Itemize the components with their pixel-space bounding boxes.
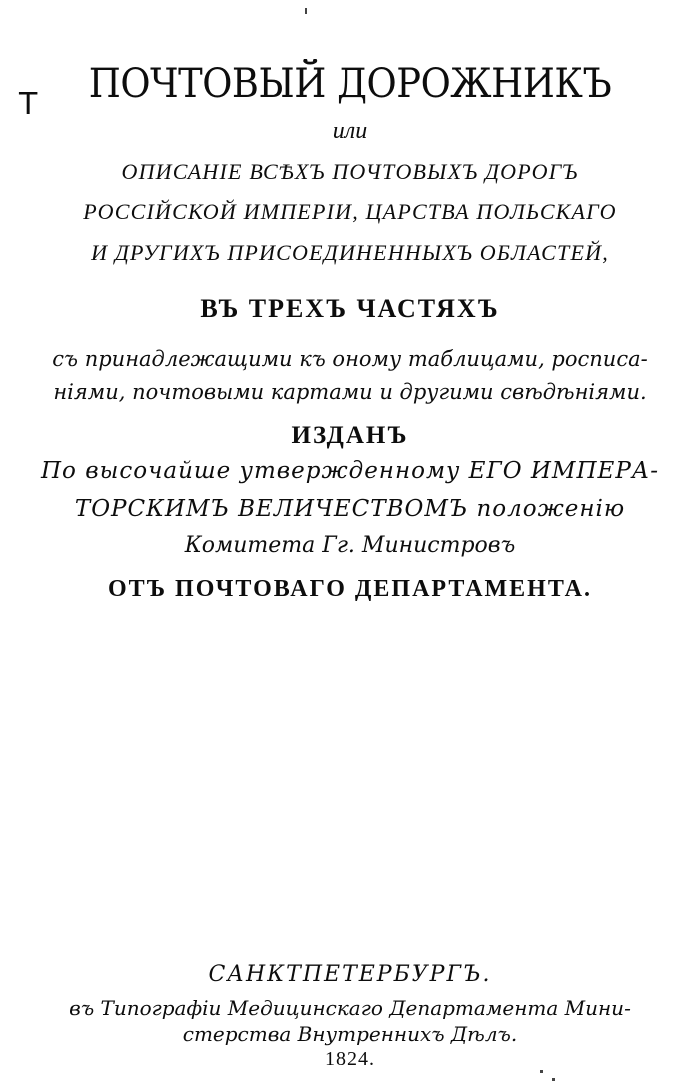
appendix-line-2: ніями, почтовыми картами и другими свѣдѣніями. xyxy=(53,380,647,404)
imprint-printer-line-1: въ Типографіи Медицинскаго Департамента Мини- xyxy=(69,996,631,1020)
approval-line-2: ТОРСКИМЪ ВЕЛИЧЕСТВОМЪ положенію xyxy=(74,496,626,522)
description-line-1: ОПИСАНІЕ ВСѢХЪ ПОЧТОВЫХЪ ДОРОГЪ xyxy=(121,159,579,184)
published-heading: ИЗДАНЪ xyxy=(291,422,409,449)
book-title: ПОЧТОВЫЙ ДОРОЖНИКЪ xyxy=(88,61,612,107)
ink-speck xyxy=(540,1070,543,1073)
description-line-2: РОССІЙСКОЙ ИМПЕРІИ, ЦАРСТВА ПОЛЬСКАГО xyxy=(83,199,617,224)
ink-speck xyxy=(552,1078,555,1081)
handwritten-mark: Т xyxy=(19,87,38,122)
approval-line-3: Комитета Гг. Министровъ xyxy=(184,533,516,558)
approval-line-1: По высочайше утвержденному ЕГО ИМПЕРА- xyxy=(41,458,659,484)
department-line: ОТЪ ПОЧТОВАГО ДЕПАРТАМЕНТА. xyxy=(107,576,592,602)
imprint-printer-line-2: стерства Внутреннихъ Дѣлъ. xyxy=(182,1022,518,1046)
parts-heading: ВЪ ТРЕХЪ ЧАСТЯХЪ xyxy=(200,294,500,323)
description-line-3: И ДРУГИХЪ ПРИСОЕДИНЕННЫХЪ ОБЛАСТЕЙ, xyxy=(91,240,609,265)
imprint-year: 1824. xyxy=(325,1048,375,1070)
conjunction-or: или xyxy=(332,118,368,144)
ink-speck xyxy=(305,8,307,14)
appendix-line-1: съ принадлежащими къ оному таблицами, росписа- xyxy=(52,347,648,371)
imprint-city: САНКТПЕТЕРБУРГЪ. xyxy=(208,962,492,987)
